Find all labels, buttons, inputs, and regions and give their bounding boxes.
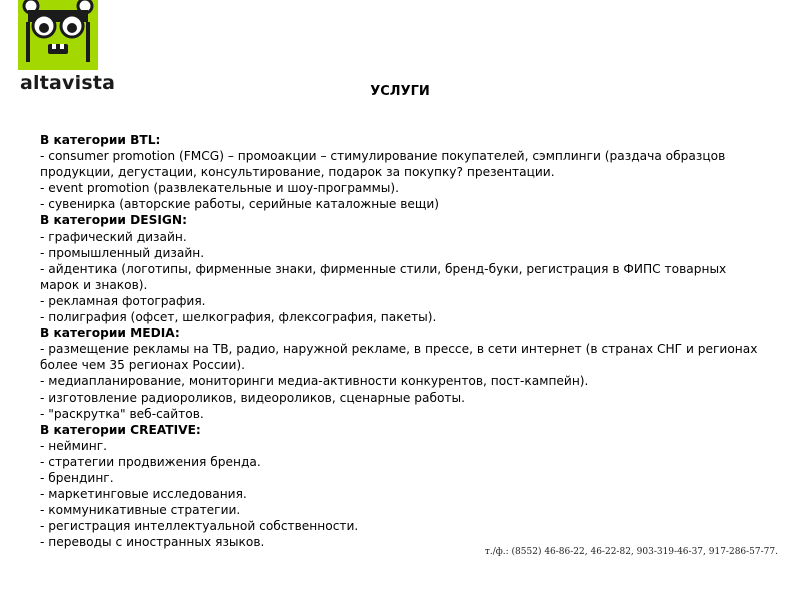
mascot-icon [18,0,98,70]
list-item: - брендинг. [40,470,114,485]
contact-phones: т./ф.: (8552) 46-86-22, 46-22-82, 903-319-46-37, 917-286-57-77. [484,547,778,557]
list-item: - переводы с иностранных языков. [40,535,265,550]
services-content [40,132,768,550]
section-heading-creative: В категории CREATIVE: [40,422,201,437]
list-item: - графический дизайн. [40,229,187,244]
list-item: - полиграфия (офсет, шелкография, флексография, пакеты). [40,310,437,325]
list-item: - рекламная фотография. [40,293,206,308]
page-title: УСЛУГИ [370,84,430,99]
list-item: - нейминг. [40,438,108,453]
section-heading-design: В категории DESIGN: [40,213,187,228]
list-item: - сувенирка (авторские работы, серийные каталожные вещи) [40,197,440,212]
list-item: - медиапланирование, мониторинги медиа-активности конкурентов, пост-кампейн). [40,374,589,389]
list-item: - маркетинговые исследования. [40,487,247,502]
list-item: - consumer promotion (FMCG) – промоакции – стимулирование покупателей, сэмплинги (раздача образцов продукции, дегустации, консультирование, подарок за покупку? презентации. [40,149,726,180]
list-item: - промышленный дизайн. [40,245,205,260]
section-heading-media: В категории MEDIA: [40,326,180,341]
list-item: - "раскрутка" веб-сайтов. [40,406,204,421]
list-item: - event promotion (развлекательные и шоу-программы). [40,181,400,196]
list-item: - регистрация интеллектуальной собственности. [40,519,359,534]
section-heading-btl: В категории BTL: [40,133,161,147]
altavista-logo-mascot [18,0,98,70]
list-item: - айдентика (логотипы, фирменные знаки, фирменные стили, бренд-буки, регистрация в ФИПС товарных марок и знаков). [40,261,727,292]
list-item: - стратегии продвижения бренда. [40,454,261,469]
list-item: - размещение рекламы на ТВ, радио, наружной рекламе, в прессе, в сети интернет (в странах СНГ и регионах более чем 35 регионах России). [40,342,758,373]
list-item: - коммуникативные стратегии. [40,503,241,518]
logo-text: altavista [20,72,116,94]
list-item: - изготовление радиороликов, видеороликов, сценарные работы. [40,390,466,405]
